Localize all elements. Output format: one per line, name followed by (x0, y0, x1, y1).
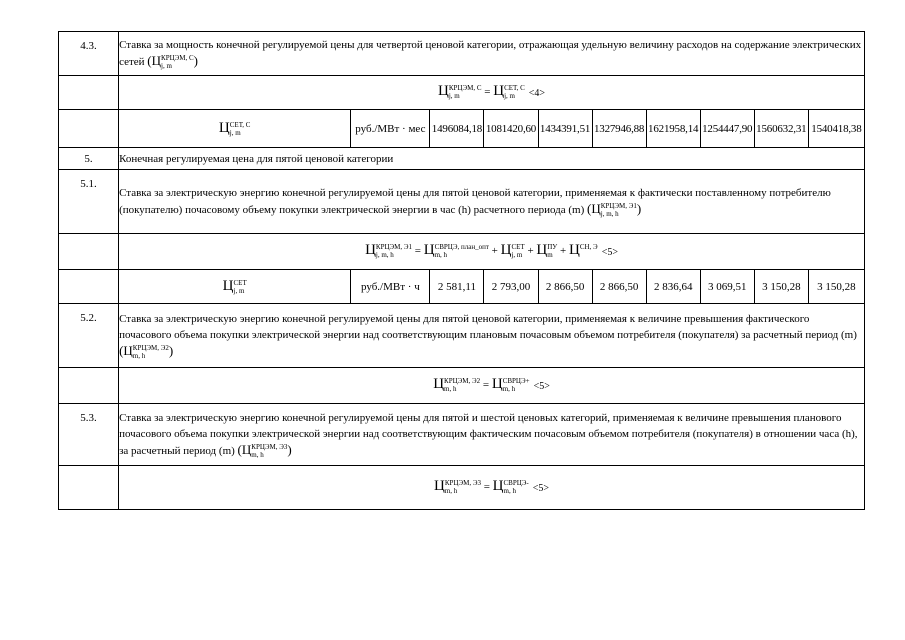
value-cell: 1434391,51 (538, 110, 592, 148)
table-row (59, 270, 865, 304)
value-cell: 2 793,00 (484, 270, 538, 304)
value-cell: 2 836,64 (646, 270, 700, 304)
formula-cell: ЦКРЦЭМ, Э2 m, h = ЦСВРЦЭ+ m, h <5> (119, 368, 865, 404)
description-text: Ставка за электрическую энергию конечной регулируемой цены для пятой и шестой ценовых категорий, применяемая к величине превышения планового почасового объема покупки электрической энергии над соответствующим фактическим почасовым объемом потребителя (покупателя) в отношении часа (h), за расчетный период (m) (119, 411, 858, 457)
table-row (59, 368, 865, 404)
table-row (59, 466, 865, 510)
empty-cell (59, 76, 119, 110)
empty-cell (59, 466, 119, 510)
value-cell: 3 150,28 (754, 270, 808, 304)
table-row (59, 170, 865, 234)
symbol: (ЦКРЦЭМ, С j, m ) (147, 52, 199, 70)
empty-cell (59, 368, 119, 404)
row-number: 4.3. (59, 32, 119, 76)
description-text: Ставка за электрическую энергию конечной регулируемой цены для пятой ценовой категории, применяемая к величине превышения фактического почасового объема покупки электрической энергии над соответствующим плановым почасовым объемом потребителя (покупателя) за расчетный период (m) (119, 312, 857, 341)
empty-cell (59, 270, 119, 304)
table-row (59, 404, 865, 466)
empty-cell (59, 234, 119, 270)
table-row (59, 234, 865, 270)
symbol: (ЦКРЦЭМ, Э3 m, h ) (237, 441, 292, 459)
row-number: 5.3. (59, 404, 119, 466)
symbol: (ЦКРЦЭМ, Э2 m, h ) (119, 342, 174, 360)
row-number: 5. (59, 148, 119, 170)
symbol: (ЦКРЦЭМ, Э1 j, m, h ) (587, 200, 642, 218)
table-row (59, 110, 865, 148)
value-cell: 2 581,11 (430, 270, 484, 304)
unit-cell: руб./МВт · ч (351, 270, 430, 304)
value-cell: 2 866,50 (592, 270, 646, 304)
empty-cell (59, 110, 119, 148)
table-row (59, 304, 865, 368)
value-cell: 1254447,90 (700, 110, 754, 148)
row-description (119, 404, 865, 466)
formula-cell: ЦКРЦЭМ, С j, m = ЦСЕТ, С j, m <4> (119, 76, 865, 110)
value-cell: 2 866,50 (538, 270, 592, 304)
row-description (119, 170, 865, 234)
formula-cell: ЦКРЦЭМ, Э3 m, h = ЦСВРЦЭ- m, h <5> (119, 466, 865, 510)
table-row (59, 76, 865, 110)
row-description (119, 304, 865, 368)
value-cell: 1560632,31 (754, 110, 808, 148)
description-text: Ставка за электрическую энергию конечной регулируемой цены для пятой ценовой категории, применяемая к фактически поставленному потребителю (покупателю) почасовому объему покупки электрической энергии в час (h) расчетного периода (m) (119, 186, 831, 216)
unit-cell: руб./МВт · мес (351, 110, 430, 148)
data-symbol: ЦСЕТ j, m (119, 270, 351, 304)
value-cell: 1081420,60 (484, 110, 538, 148)
value-cell: 1621958,14 (646, 110, 700, 148)
value-cell: 3 069,51 (700, 270, 754, 304)
value-cell: 1327946,88 (592, 110, 646, 148)
row-description: Конечная регулируемая цена для пятой ценовой категории (119, 148, 865, 170)
row-number: 5.2. (59, 304, 119, 368)
value-cell: 1540418,38 (808, 110, 864, 148)
tariff-table (58, 31, 865, 510)
row-description (119, 32, 865, 76)
data-symbol: ЦСЕТ, С j, m (119, 110, 351, 148)
table-row (59, 148, 865, 170)
value-cell: 3 150,28 (808, 270, 864, 304)
description-text: Ставка за мощность конечной регулируемой цены для четвертой ценовой категории, отражающая удельную величину расходов на содержание электрических сетей (119, 38, 862, 68)
table-row (59, 32, 865, 76)
row-number: 5.1. (59, 170, 119, 234)
formula-cell: ЦКРЦЭМ, Э1 j, m, h = ЦСВРЦЭ, план_опт m, h + ЦСЕТ j, m + ЦПУ m + ЦСН, Э <5> (119, 234, 865, 270)
value-cell: 1496084,18 (430, 110, 484, 148)
